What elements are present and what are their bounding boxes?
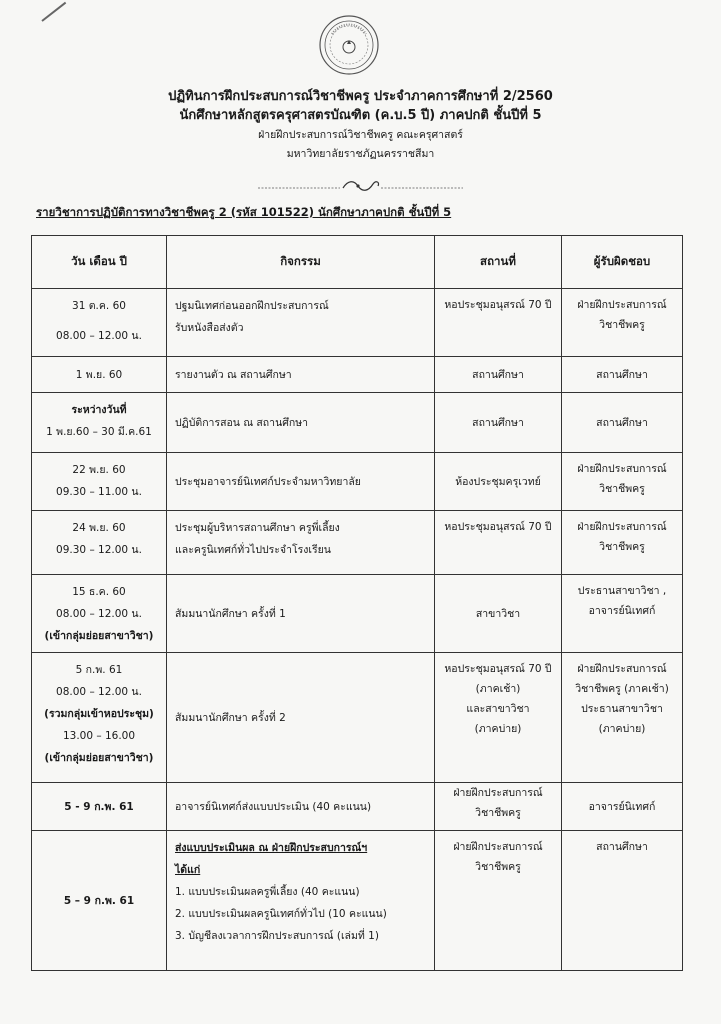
date-cell: 5 ก.พ. 61 08.00 – 12.00 น. (รวมกลุ่มเข้าหอประชุม) 13.00 – 16.00 (เข้ากลุ่มย่อยสาขาวิชา) xyxy=(32,653,167,783)
header-date: วัน เดือน ปี xyxy=(32,236,167,289)
schedule-table xyxy=(31,235,683,971)
responsible-cell: สถานศึกษา xyxy=(562,393,683,453)
activity-cell: สัมมนานักศึกษา ครั้งที่ 1 xyxy=(167,575,435,653)
responsible-cell: สถานศึกษา xyxy=(562,357,683,393)
date-cell: 31 ต.ค. 60 08.00 – 12.00 น. xyxy=(32,289,167,357)
place-cell: ห้องประชุมครุเวทย์ xyxy=(435,453,562,511)
place-cell: สาขาวิชา xyxy=(435,575,562,653)
responsible-cell: ฝ่ายฝึกประสบการณ์ วิชาชีพครู (ภาคเช้า) ประธานสาขาวิชา (ภาคบ่าย) xyxy=(562,653,683,783)
place-cell: สถานศึกษา xyxy=(435,393,562,453)
university-seal-icon xyxy=(318,14,380,76)
header-place: สถานที่ xyxy=(435,236,562,289)
table-row xyxy=(32,357,683,393)
place-cell: ฝ่ายฝึกประสบการณ์ วิชาชีพครู xyxy=(435,831,562,971)
table-row xyxy=(32,831,683,971)
pen-mark xyxy=(41,2,66,22)
table-row xyxy=(32,393,683,453)
place-cell: หอประชุมอนุสรณ์ 70 ปี xyxy=(435,511,562,575)
university-line: มหาวิทยาลัยราชภัฏนครราชสีมา xyxy=(286,148,435,160)
activity-cell: สัมมนานักศึกษา ครั้งที่ 2 xyxy=(167,653,435,783)
date-cell: 15 ธ.ค. 60 08.00 – 12.00 น. (เข้ากลุ่มย่อยสาขาวิชา) xyxy=(32,575,167,653)
activity-cell: ปฐมนิเทศก่อนออกฝึกประสบการณ์ รับหนังสือส่งตัว xyxy=(167,289,435,357)
activity-cell: ประชุมอาจารย์นิเทศก์ประจำมหาวิทยาลัย xyxy=(167,453,435,511)
date-cell: 1 พ.ย. 60 xyxy=(32,357,167,393)
activity-cell: รายงานตัว ณ สถานศึกษา xyxy=(167,357,435,393)
activity-cell: ส่งแบบประเมินผล ณ ฝ่ายฝึกประสบการณ์ฯ ได้แก่ 1. แบบประเมินผลครูพี่เลี้ยง (40 คะแนน) 2. แบบประเมินผลครูนิเทศก์ทั่วไป (10 คะแนน) 3. บัญชีลงเวลาการฝึกประสบการณ์ (เล่มที่ 1) xyxy=(167,831,435,971)
faculty-line: ฝ่ายฝึกประสบการณ์วิชาชีพครู คณะครุศาสตร์ xyxy=(258,129,463,141)
responsible-cell: ฝ่ายฝึกประสบการณ์ วิชาชีพครู xyxy=(562,511,683,575)
activity-cell: ปฏิบัติการสอน ณ สถานศึกษา xyxy=(167,393,435,453)
table-header-row xyxy=(32,236,683,289)
ornament-divider-icon xyxy=(258,176,463,196)
table-row xyxy=(32,575,683,653)
date-cell: 22 พ.ย. 60 09.30 – 11.00 น. xyxy=(32,453,167,511)
date-cell: 5 – 9 ก.พ. 61 xyxy=(32,831,167,971)
document-header xyxy=(0,88,721,164)
section-title: รายวิชาการปฏิบัติการทางวิชาชีพครู 2 (รหัส 101522) นักศึกษาภาคปกติ ชั้นปีที่ 5 xyxy=(36,205,452,219)
header-activity: กิจกรรม xyxy=(167,236,435,289)
responsible-cell: สถานศึกษา xyxy=(562,831,683,971)
table-row xyxy=(32,783,683,831)
activity-cell: ประชุมผู้บริหารสถานศึกษา ครูพี่เลี้ยง และครูนิเทศก์ทั่วไปประจำโรงเรียน xyxy=(167,511,435,575)
responsible-cell: อาจารย์นิเทศก์ xyxy=(562,783,683,831)
place-cell: ฝ่ายฝึกประสบการณ์ วิชาชีพครู xyxy=(435,783,562,831)
responsible-cell: ฝ่ายฝึกประสบการณ์ วิชาชีพครู xyxy=(562,289,683,357)
responsible-cell: ประธานสาขาวิชา , อาจารย์นิเทศก์ xyxy=(562,575,683,653)
responsible-cell: ฝ่ายฝึกประสบการณ์ วิชาชีพครู xyxy=(562,453,683,511)
place-cell: หอประชุมอนุสรณ์ 70 ปี (ภาคเช้า) และสาขาวิชา (ภาคบ่าย) xyxy=(435,653,562,783)
activity-cell: อาจารย์นิเทศก์ส่งแบบประเมิน (40 คะแนน) xyxy=(167,783,435,831)
place-cell: สถานศึกษา xyxy=(435,357,562,393)
title-line-1: ปฏิทินการฝึกประสบการณ์วิชาชีพครู ประจำภาคการศึกษาที่ 2/2560 xyxy=(168,89,553,104)
table-row xyxy=(32,653,683,783)
header-responsible: ผู้รับผิดชอบ xyxy=(562,236,683,289)
date-cell: 24 พ.ย. 60 09.30 – 12.00 น. xyxy=(32,511,167,575)
table-row xyxy=(32,289,683,357)
place-cell: หอประชุมอนุสรณ์ 70 ปี xyxy=(435,289,562,357)
table-row xyxy=(32,453,683,511)
table-row xyxy=(32,511,683,575)
title-line-2: นักศึกษาหลักสูตรครุศาสตรบัณฑิต (ค.บ.5 ปี) ภาคปกติ ชั้นปีที่ 5 xyxy=(179,108,542,123)
date-cell: ระหว่างวันที่ 1 พ.ย.60 – 30 มี.ค.61 xyxy=(32,393,167,453)
date-cell: 5 - 9 ก.พ. 61 xyxy=(32,783,167,831)
